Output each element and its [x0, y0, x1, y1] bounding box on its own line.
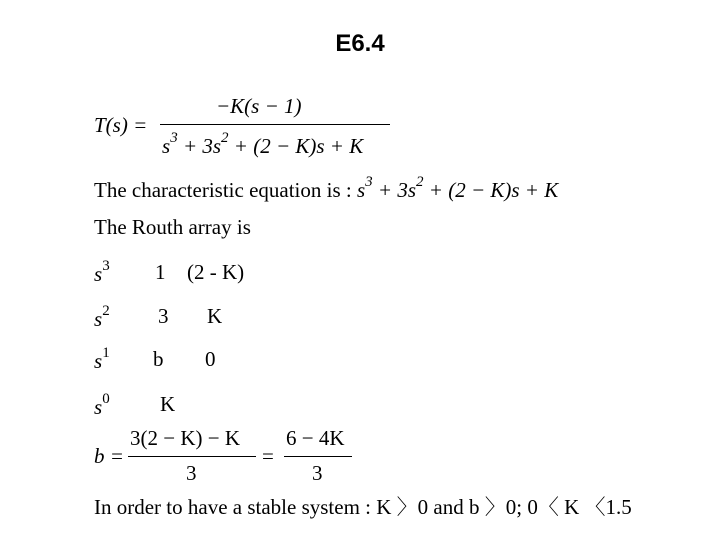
routh-row-s1-col2: 0	[205, 347, 216, 371]
routh-row-s0-col1: K	[160, 392, 176, 416]
b-denominator-2: 3	[312, 461, 323, 485]
routh-row-s3-col1: 1	[155, 260, 166, 284]
b-fraction-bar-1	[128, 456, 256, 457]
b-equals: =	[262, 444, 274, 468]
transfer-lhs: T(s) =	[94, 113, 148, 137]
routh-array-label: The Routh array is	[94, 215, 251, 239]
b-fraction-bar-2	[284, 456, 352, 457]
b-numerator-1: 3(2 − K) − K	[130, 426, 241, 450]
b-numerator-2: 6 − 4K	[286, 426, 345, 450]
slide-title: E6.4	[335, 30, 385, 57]
characteristic-equation: The characteristic equation is : $s^3 + 3s^2 + (2 - K)s + K$	[94, 174, 559, 202]
routh-row-s0-power: $s^0$	[94, 391, 110, 419]
routh-row-s2-power: $s^2$	[94, 303, 110, 331]
transfer-fraction-bar	[160, 124, 390, 125]
b-denominator-1: 3	[186, 461, 197, 485]
routh-row-s2-col2: K	[207, 304, 223, 328]
b-lhs: b =	[94, 444, 124, 468]
stability-condition: In order to have a stable system : K 〉0 and b 〉0; 0〈 K 〈1.5	[94, 495, 632, 519]
routh-row-s3-col2: (2 - K)	[187, 260, 245, 284]
routh-row-s3-power: $s^3$	[94, 258, 110, 286]
transfer-denominator: $s^3 + 3s^2 + (2 - K)s + K$	[162, 130, 364, 158]
routh-row-s1-power: $s^1$	[94, 345, 110, 373]
transfer-numerator: −K(s − 1)	[216, 94, 302, 118]
routh-row-s1-col1: b	[153, 347, 164, 371]
routh-row-s2-col1: 3	[158, 304, 169, 328]
